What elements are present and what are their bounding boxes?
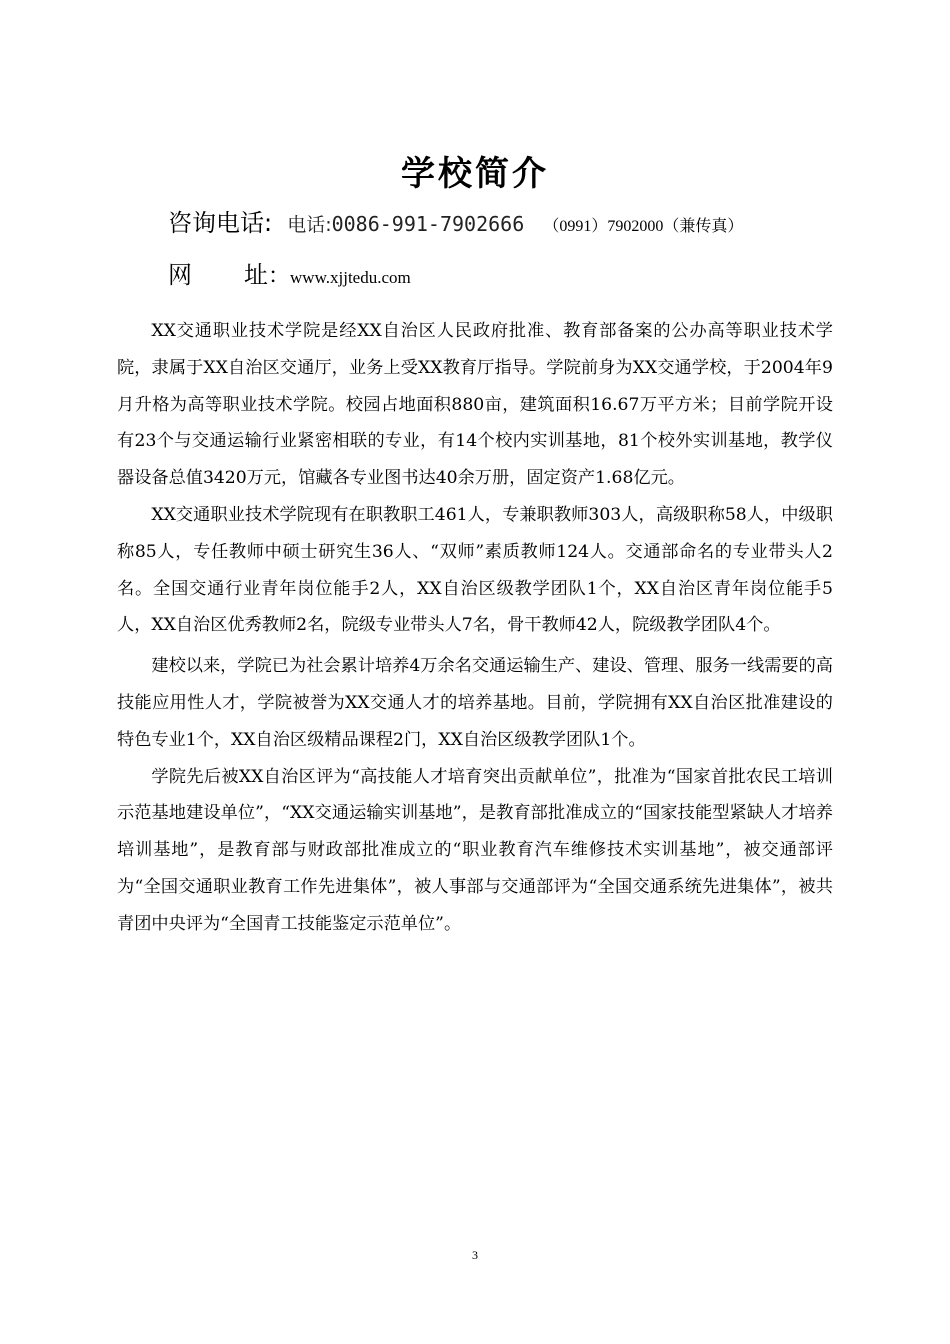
phone-prefix: 电话:: [287, 214, 332, 236]
page-number: 3: [472, 1248, 478, 1262]
paragraph-achievements: 建校以来，学院已为社会累计培养4万余名交通运输生产、建设、管理、服务一线需要的高技能应用性人才，学院被誉为XX交通人才的培养基地。目前，学院拥有XX自治区批准建设的特色专业1个，XX自治区级精品课程2门，XX自治区级教学团队1个。: [117, 656, 833, 750]
website-label-part2: 址: [244, 261, 268, 289]
contact-website-row: [168, 255, 411, 290]
phone-number: 0086-991-7902666: [331, 212, 525, 236]
paragraph-staff: XX交通职业技术学院现有在职教职工461人，专兼职教师303人，高级职称58人，中级职称85人，专任教师中硕士研究生36人、“双师”素质教师124人。交通部命名的专业带头人2名。全国交通行业青年岗位能手2人，XX自治区级教学团队1个，XX自治区青年岗位能手5人，XX自治区优秀教师2名，院级专业带头人7名，骨干教师42人，院级教学团队4个。: [117, 504, 833, 636]
phone-fax-number: （0991）7902000（兼传真）: [543, 218, 744, 235]
body-text: [117, 313, 833, 943]
website-label-part1: 网: [168, 261, 192, 289]
phone-label: 咨询电话:: [168, 209, 273, 237]
page-title: 学校简介: [401, 154, 549, 194]
website-colon: ：: [268, 264, 291, 289]
paragraph-overview: XX交通职业技术学院是经XX自治区人民政府批准、教育部备案的公办高等职业技术学院，隶属于XX自治区交通厅，业务上受XX教育厅指导。学院前身为XX交通学校，于2004年9月升格为高等职业技术学院。校园占地面积880亩，建筑面积16.67万平方米；目前学院开设有23个与交通运输行业紧密相联的专业，有14个校内实训基地，81个校外实训基地，教学仪器设备总值3420万元，馆藏各专业图书达40余万册，固定资产1.68亿元。: [117, 321, 833, 489]
website-label: [168, 255, 268, 290]
website-url: www.xjjtedu.com: [290, 268, 411, 287]
paragraph-honors: 学院先后被XX自治区评为“高技能人才培育突出贡献单位”，批准为“国家首批农民工培训示范基地建设单位”，“XX交通运输实训基地”，是教育部批准成立的“国家技能型紧缺人才培养培训基地”，是教育部与财政部批准成立的“职业教育汽车维修技术实训基地”，被交通部评为“全国交通职业教育工作先进集体”，被人事部与交通部评为“全国交通系统先进集体”，被共青团中央评为“全国青工技能鉴定示范单位”。: [117, 766, 833, 934]
contact-phone-row: [168, 203, 743, 238]
